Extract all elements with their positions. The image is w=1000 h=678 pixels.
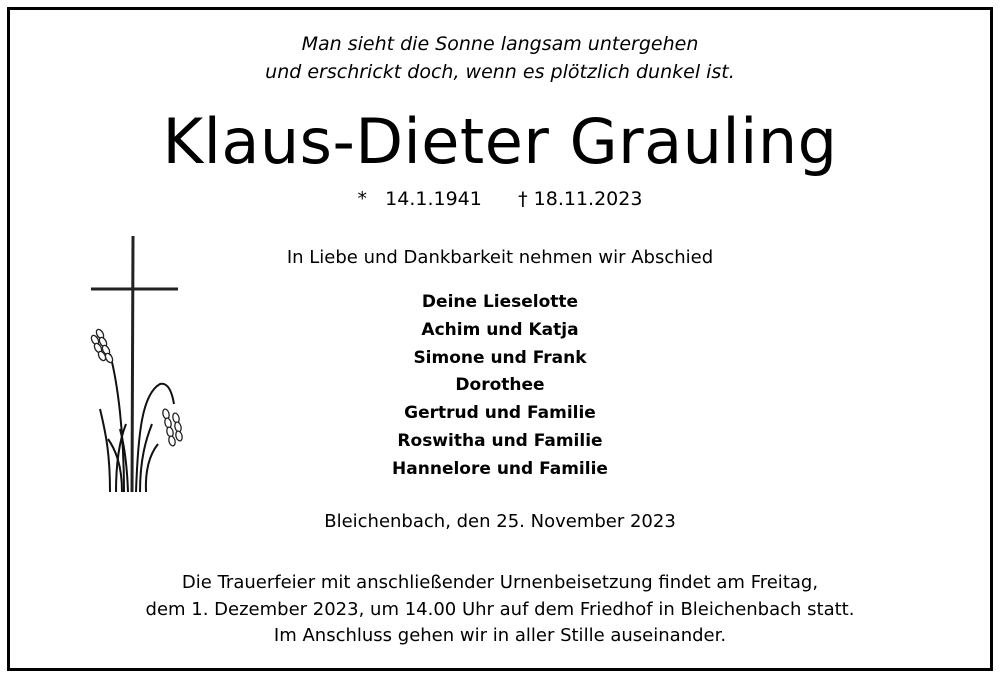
farewell-text: In Liebe und Dankbarkeit nehmen wir Abschied	[286, 247, 714, 268]
funeral-info-line-3: Im Anschluss gehen wir in aller Stille auseinander.	[273, 625, 727, 646]
mourner-name: Hannelore und Familie	[392, 458, 608, 479]
birth-date: 14.1.1941	[385, 188, 482, 210]
mourner-name: Simone und Frank	[413, 347, 587, 368]
deceased-name: Klaus-Dieter Grauling	[162, 105, 838, 178]
mourner-name: Dorothee	[455, 375, 545, 396]
mourner-name: Roswitha und Familie	[397, 430, 603, 451]
funeral-info	[0, 570, 1000, 650]
place-and-date: Bleichenbach, den 25. November 2023	[324, 511, 676, 532]
funeral-info-line-1: Die Trauerfeier mit anschließender Urnenbeisetzung findet am Freitag,	[181, 572, 819, 593]
mourner-name: Gertrud und Familie	[404, 403, 596, 424]
birth-symbol: *	[357, 188, 368, 210]
death-date: 18.11.2023	[533, 188, 643, 210]
death-symbol: †	[518, 188, 528, 210]
life-dates	[0, 186, 1000, 212]
mourner-name: Deine Lieselotte	[421, 292, 579, 312]
mourner-name: Achim und Katja	[421, 319, 579, 340]
funeral-info-line-2: dem 1. Dezember 2023, um 14.00 Uhr auf dem Friedhof in Bleichenbach statt.	[145, 598, 855, 620]
cross-with-wheat-icon	[80, 234, 190, 499]
quote-line-1: Man sieht die Sonne langsam untergehen	[301, 33, 699, 55]
quote-line-2: und erschrickt doch, wenn es plötzlich dunkel ist.	[265, 61, 735, 83]
